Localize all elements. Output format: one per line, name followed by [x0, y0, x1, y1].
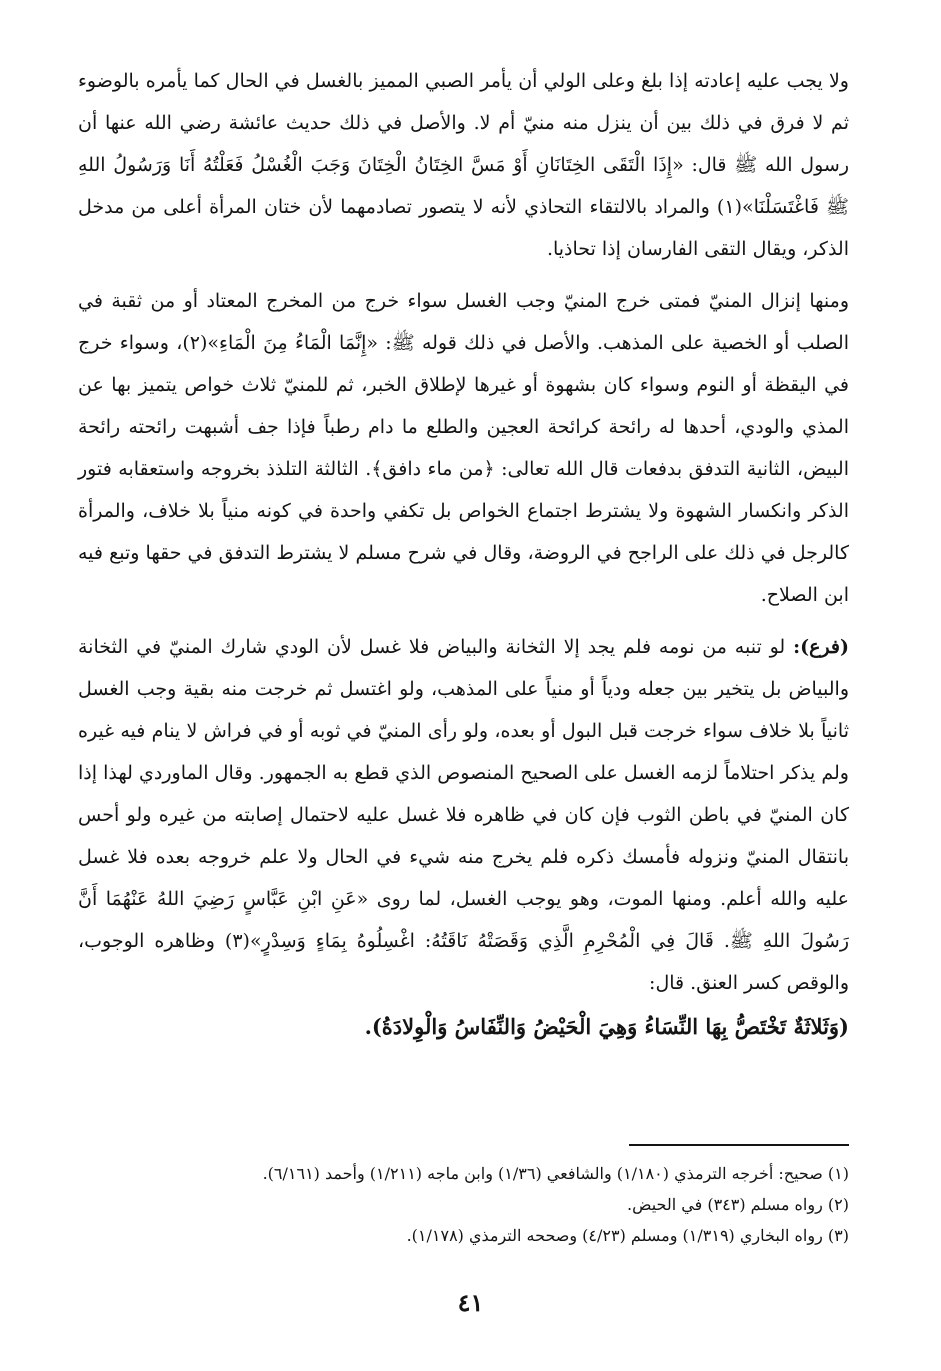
paragraph-3 — [78, 626, 849, 1004]
section-heading: (وَثَلاثَةٌ تَخْتَصُّ بِهَا النِّسَاءُ وَهِيَ الْحَيْضُ وَالنِّفَاسُ وَالْوِلادَةُ). — [364, 1014, 849, 1039]
footnotes — [78, 1158, 849, 1251]
footnote-1: (١) صحيح: أخرجه الترمذي (١/١٨٠) والشافعي (١/٣٦) وابن ماجه (١/٢١١) وأحمد (٦/١٦١). — [262, 1164, 849, 1183]
footnote-3: (٣) رواه البخاري (١/٣١٩) ومسلم (٤/٢٣) وصححه الترمذي (١/١٧٨). — [406, 1226, 849, 1245]
page-number: ٤١ — [457, 1288, 484, 1317]
far-label: (فرع): — [793, 636, 849, 658]
paragraph-3-text: لو تنبه من نومه فلم يجد إلا الثخانة والبياض فلا غسل لأن الودي شارك المنيّ في الثخانة والبياض بل يتخير بين جعله ودياً أو منياً على المذهب، ولو اغتسل ثم خرجت منه بقية وجب الغسل ثانياً بلا خلاف سواء خرجت قبل البول أو بعده، ولو رأى المنيّ في ثوبه أو في فراش لا ينام فيه غيره ولم يذكر احتلاماً لزمه الغسل على الصحيح المنصوص الذي قطع به الجمهور. وقال الماوردي لهذا إذا كان المنيّ في باطن الثوب فإن كان في ظاهره فلا غسل عليه لاحتمال إصابته من غيره ولو أحس بانتقال المنيّ ونزوله فأمسك ذكره فلم يخرج منه شيء في الحال ولا علم خروجه بعده فلا غسل عليه والله أعلم. ومنها الموت، وهو يوجب الغسل، لما روى «عَنِ ابْنِ عَبَّاسٍ رَضِيَ اللهُ عَنْهُمَا أَنَّ رَسُولَ اللهِ ﷺ. قَالَ فِي الْمُحْرِمِ الَّذِي وَقَصَتْهُ نَاقَتُهُ: اغْسِلُوهُ بِمَاءٍ وَسِدْرٍ»(٣) وظاهره الوجوب، والوقص كسر العنق. قال: — [78, 636, 849, 994]
footnote-2: (٢) رواه مسلم (٣٤٣) في الحيض. — [627, 1195, 849, 1214]
paragraph-2: ومنها إنزال المنيّ فمتى خرج المنيّ وجب الغسل سواء خرج من المخرج المعتاد أو من ثقبة في الصلب أو الخصية على المذهب. والأصل في ذلك قوله ﷺ: «إِنَّمَا الْمَاءُ مِنَ الْمَاءِ»(٢)، وسواء خرج في اليقظة أو النوم وسواء كان بشهوة أو غيرها لإطلاق الخبر، ثم للمنيّ ثلاث خواص يتميز بها عن المذي والودي، أحدها له رائحة كرائحة العجين والطلع ما دام رطباً فإذا جف أشبهت رائحته رائحة البيض، الثانية التدفق بدفعات قال الله تعالى: ﴿من ماء دافق﴾. الثالثة التلذذ بخروجه واستعقابه فتور الذكر وانكسار الشهوة ولا يشترط اجتماع الخواص بل تكفي واحدة في كونه منياً بلا خلاف، والمرأة كالرجل في ذلك على الراجح في الروضة، وقال في شرح مسلم لا يشترط التدفق في حقها وتبع فيه ابن الصلاح. — [78, 290, 849, 606]
paragraph-1: ولا يجب عليه إعادته إذا بلغ وعلى الولي أن يأمر الصبي المميز بالغسل في الحال كما يأمره بالوضوء ثم لا فرق في ذلك بين أن ينزل منه منيّ أم لا. والأصل في ذلك حديث عائشة رضي الله عنها أن رسول الله ﷺ قال: «إِذَا الْتَقَى الخِتَانَانِ أَوْ مَسَّ الخِتَانُ الْخِتَانَ وَجَبَ الْغُسْلُ فَعَلْتُهُ أَنَا وَرَسُولُ اللهِ ﷺ فَاغْتَسَلْنَا»(١) والمراد بالالتقاء التحاذي لأنه لا يتصور تصادمهما لأن ختان المرأة أعلى من مدخل الذكر، ويقال التقى الفارسان إذا تحاذيا. — [78, 70, 850, 260]
footnote-divider — [629, 1144, 849, 1146]
